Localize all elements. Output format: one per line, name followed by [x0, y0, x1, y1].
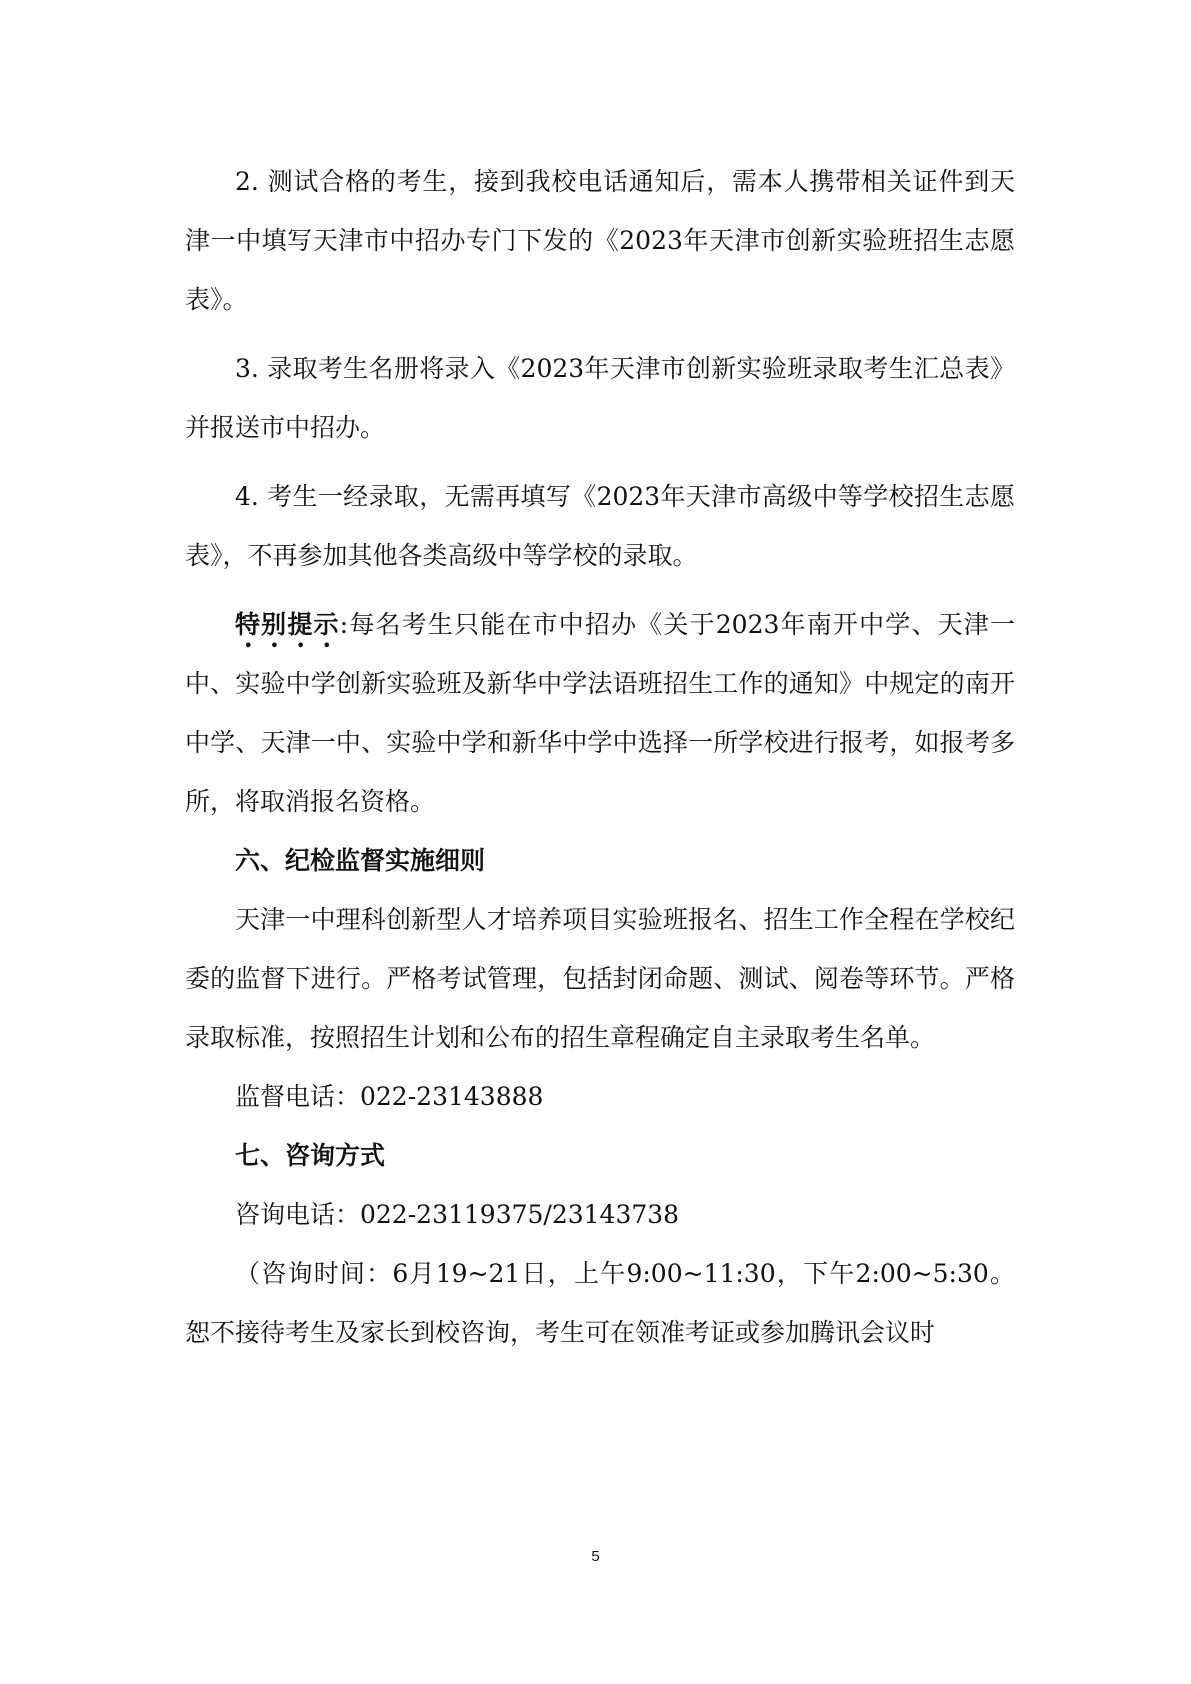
section-heading-7: 七、咨询方式 — [235, 1141, 386, 1170]
consult-note: （咨询时间：6月19~21日，上午9:00~11:30，下午2:00~5:30。恕不接待考生及家长到校咨询，考生可在领准考证或参加腾讯会议时 — [185, 1259, 1015, 1347]
page-number: 5 — [591, 1548, 600, 1565]
paragraph-item-4: 4. 考生一经录取，无需再填写《2023年天津市高级中等学校招生志愿表》，不再参加其他各类高级中等学校的录取。 — [185, 482, 1015, 570]
paragraph-item-2: 2. 测试合格的考生，接到我校电话通知后，需本人携带相关证件到天津一中填写天津市中招办专门下发的《2023年天津市创新实验班招生志愿表》。 — [185, 167, 1015, 314]
section-heading-6: 六、纪检监督实施细则 — [235, 846, 486, 875]
special-notice-label: 特别提示 — [235, 610, 340, 639]
document-body — [185, 152, 1015, 1362]
section-6-body: 天津一中理科创新型人才培养项目实验班报名、招生工作全程在学校纪委的监督下进行。严格考试管理，包括封闭命题、测试、阅卷等环节。严格录取标准，按照招生计划和公布的招生章程确定自主录取考生名单。 — [185, 905, 1015, 1052]
special-notice — [185, 595, 1015, 831]
supervision-phone: 监督电话：022-23143888 — [235, 1082, 544, 1111]
paragraph-item-3: 3. 录取考生名册将录入《2023年天津市创新实验班录取考生汇总表》并报送市中招办。 — [185, 354, 1015, 442]
special-notice-text: :每名考生只能在市中招办《关于2023年南开中学、天津一中、实验中学创新实验班及新华中学法语班招生工作的通知》中规定的南开中学、天津一中、实验中学和新华中学中选择一所学校进行报考，如报考多所，将取消报名资格。 — [185, 610, 1015, 816]
consult-phone: 咨询电话：022-23119375/23143738 — [235, 1200, 680, 1229]
